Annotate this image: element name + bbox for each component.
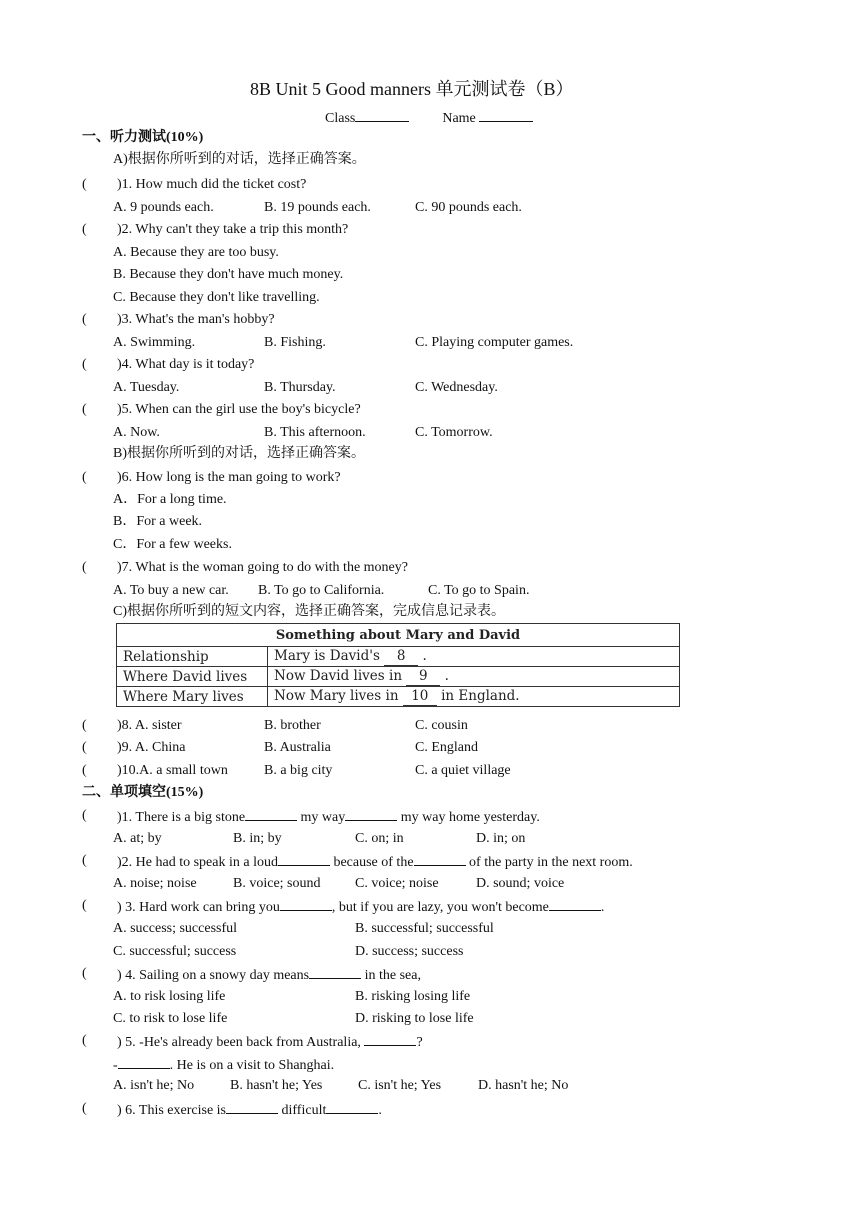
q9-option-b: B. Australia — [264, 740, 331, 755]
answer-paren[interactable]: ( — [82, 740, 87, 755]
answer-paren[interactable]: ( — [82, 808, 87, 823]
mc-question-5-reply: - . He is on a visit to Shanghai. — [113, 1055, 334, 1075]
q8-option-b: B. brother — [264, 718, 321, 733]
table-title: Something about Mary and David — [117, 624, 680, 647]
q4-option-b: B. Thursday. — [264, 380, 336, 395]
page-title: 8B Unit 5 Good manners 单元测试卷（B） — [250, 79, 574, 99]
mc-question-3: ) 3. Hard work can bring you , but if you are lazy, you won't become . — [117, 897, 604, 917]
answer-paren[interactable]: ( — [82, 718, 87, 733]
mc1-option-a: A. at; by — [113, 831, 162, 846]
q4-option-c: C. Wednesday. — [415, 380, 498, 395]
class-label: Class — [325, 111, 356, 126]
answer-paren[interactable]: ( — [82, 1101, 87, 1116]
q2-option-a: A. Because they are too busy. — [113, 245, 279, 260]
q6-option-b: B．For a week. — [113, 514, 203, 529]
mc4-option-d: D. risking to lose life — [355, 1011, 474, 1026]
question-3: )3. What's the man's hobby? — [117, 312, 275, 327]
q10-option-c: C. a quiet village — [415, 763, 511, 778]
mc5-option-a: A. isn't he; No — [113, 1078, 195, 1093]
answer-paren[interactable]: ( — [82, 560, 87, 575]
row-label: Where David lives — [117, 667, 268, 687]
fill-blank[interactable] — [280, 897, 332, 911]
answer-paren[interactable]: ( — [82, 402, 87, 417]
answer-paren[interactable]: ( — [82, 357, 87, 372]
q1-option-b: B. 19 pounds each. — [264, 200, 371, 215]
fill-blank[interactable] — [414, 852, 466, 866]
fill-blank[interactable] — [345, 807, 397, 821]
fill-blank[interactable] — [309, 965, 361, 979]
mc1-option-d: D. in; on — [476, 831, 526, 846]
answer-paren[interactable]: ( — [82, 222, 87, 237]
row-content: Mary is David's 8 . — [268, 647, 680, 667]
fill-blank[interactable] — [549, 897, 601, 911]
mc4-option-c: C. to risk to lose life — [113, 1011, 228, 1026]
q5-option-a: A. Now. — [113, 425, 160, 440]
mc2-option-a: A. noise; noise — [113, 876, 197, 891]
mc2-option-d: D. sound; voice — [476, 876, 565, 891]
name-blank[interactable] — [479, 108, 533, 122]
q1-option-a: A. 9 pounds each. — [113, 200, 214, 215]
fill-blank[interactable] — [364, 1032, 416, 1046]
q3-option-c: C. Playing computer games. — [415, 335, 574, 350]
mc3-option-a: A. success; successful — [113, 921, 238, 936]
mc5-option-d: D. hasn't he; No — [478, 1078, 569, 1093]
section2-heading: 二、单项填空(15%) — [82, 785, 204, 800]
question-4: )4. What day is it today? — [117, 357, 255, 372]
table-row — [117, 647, 680, 667]
info-record-table — [116, 623, 680, 707]
question-7: )7. What is the woman going to do with the money? — [117, 560, 408, 575]
table-row — [117, 667, 680, 687]
q6-option-c: C．For a few weeks. — [113, 537, 232, 552]
question-1: )1. How much did the ticket cost? — [117, 177, 307, 192]
row-label: Where Mary lives — [117, 687, 268, 707]
answer-paren[interactable]: ( — [82, 470, 87, 485]
q1-option-c: C. 90 pounds each. — [415, 200, 522, 215]
q4-option-a: A. Tuesday. — [113, 380, 180, 395]
fill-blank[interactable] — [278, 852, 330, 866]
question-8: )8. A. sister — [117, 718, 182, 733]
answer-paren[interactable]: ( — [82, 763, 87, 778]
mc3-option-c: C. successful; success — [113, 944, 237, 959]
q8-option-c: C. cousin — [415, 718, 468, 733]
mc3-option-d: D. success; success — [355, 944, 464, 959]
answer-paren[interactable]: ( — [82, 853, 87, 868]
q3-option-a: A. Swimming. — [113, 335, 196, 350]
blank-number[interactable]: 8 — [384, 647, 418, 666]
blank-number[interactable]: 9 — [406, 667, 440, 686]
question-5: )5. When can the girl use the boy's bicycle? — [117, 402, 361, 417]
part-b-instruction: B)根据你所听到的对话，选择正确答案。 — [113, 446, 365, 461]
fill-blank[interactable] — [245, 807, 297, 821]
q5-option-c: C. Tomorrow. — [415, 425, 493, 440]
mc4-option-b: B. risking losing life — [355, 989, 471, 1004]
q7-option-a: A. To buy a new car. — [113, 583, 229, 598]
q7-option-b: B. To go to California. — [258, 583, 385, 598]
answer-paren[interactable]: ( — [82, 1033, 87, 1048]
mc5-option-c: C. isn't he; Yes — [358, 1078, 442, 1093]
mc2-option-b: B. voice; sound — [233, 876, 321, 891]
row-label: Relationship — [117, 647, 268, 667]
q7-option-c: C. To go to Spain. — [428, 583, 530, 598]
blank-number[interactable]: 10 — [403, 687, 437, 706]
section1-heading: 一、听力测试(10%) — [82, 130, 204, 145]
mc-question-6: ) 6. This exercise is difficult . — [117, 1100, 382, 1120]
mc-question-4: ) 4. Sailing on a snowy day means in the sea, — [117, 965, 421, 985]
answer-paren[interactable]: ( — [82, 177, 87, 192]
part-c-instruction: C)根据你所听到的短文内容，选择正确答案，完成信息记录表。 — [113, 604, 505, 619]
q2-option-b: B. Because they don't have much money. — [113, 267, 344, 282]
q5-option-b: B. This afternoon. — [264, 425, 366, 440]
row-content: Now Mary lives in 10 in England. — [268, 687, 680, 707]
mc-question-2: )2. He had to speak in a loud because of the of the party in the next room. — [117, 852, 633, 872]
question-6: )6. How long is the man going to work? — [117, 470, 341, 485]
q9-option-c: C. England — [415, 740, 478, 755]
answer-paren[interactable]: ( — [82, 966, 87, 981]
name-label: Name — [442, 111, 476, 126]
mc5-option-b: B. hasn't he; Yes — [230, 1078, 323, 1093]
fill-blank[interactable] — [226, 1100, 278, 1114]
question-2: )2. Why can't they take a trip this month? — [117, 222, 349, 237]
q3-option-b: B. Fishing. — [264, 335, 326, 350]
question-9: )9. A. China — [117, 740, 186, 755]
mc-question-5: ) 5. -He's already been back from Australia, ? — [117, 1032, 423, 1052]
q6-option-a: A．For a long time. — [113, 492, 227, 507]
mc1-option-b: B. in; by — [233, 831, 282, 846]
row-content: Now David lives in 9 . — [268, 667, 680, 687]
part-a-instruction: A)根据你所听到的对话，选择正确答案。 — [113, 152, 366, 167]
fill-blank[interactable] — [118, 1055, 170, 1069]
question-10: )10.A. a small town — [117, 763, 228, 778]
class-name-line — [325, 108, 533, 128]
mc4-option-a: A. to risk losing life — [113, 989, 226, 1004]
answer-paren[interactable]: ( — [82, 312, 87, 327]
answer-paren[interactable]: ( — [82, 898, 87, 913]
q10-option-b: B. a big city — [264, 763, 333, 778]
mc2-option-c: C. voice; noise — [355, 876, 439, 891]
mc3-option-b: B. successful; successful — [355, 921, 494, 936]
q2-option-c: C. Because they don't like travelling. — [113, 290, 320, 305]
fill-blank[interactable] — [326, 1100, 378, 1114]
mc-question-1: )1. There is a big stone my way my way home yesterday. — [117, 807, 540, 827]
class-blank[interactable] — [355, 108, 409, 122]
mc1-option-c: C. on; in — [355, 831, 404, 846]
table-row — [117, 687, 680, 707]
